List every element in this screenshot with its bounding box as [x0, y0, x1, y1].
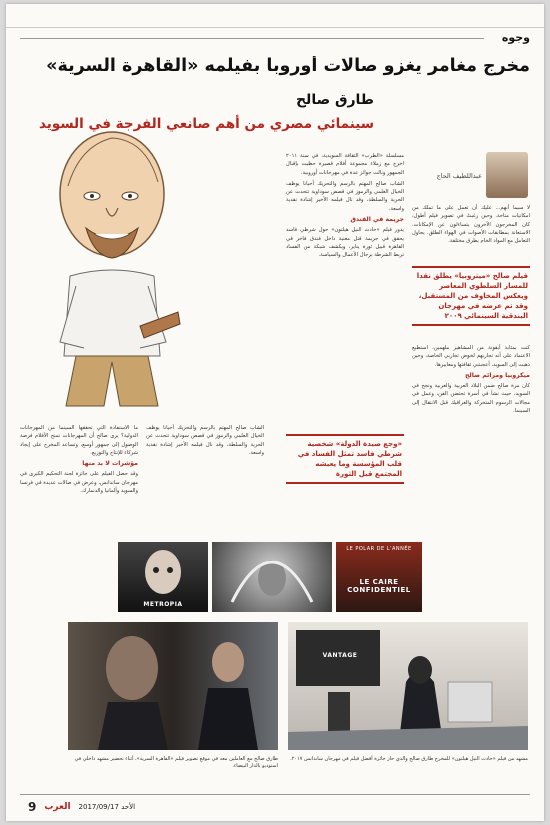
- section-divider: [20, 38, 484, 39]
- subheading: جريمة في الفندق: [350, 216, 404, 224]
- portrait-illustration: [20, 116, 186, 412]
- paragraph: الشاب صالح المهتم بالرسم والتحريك أحيانا يوظف الخيال العلمي والرموز في قصص سوداوية تتحدث عن الحرية والسلطة، وقد نال فيلمه الأخير إشادة نقدية واسعة.: [286, 180, 404, 212]
- footer-divider: [20, 794, 530, 795]
- caption-left-photo: طارق صالح مع العاملين معه في موقع تصوير فيلم «القاهرة السرية»، أثناء تحضير مشهد داخلي في استوديو بالدار البيضاء.: [74, 756, 278, 769]
- footer: [28, 800, 135, 814]
- photo-film-scene: [68, 622, 278, 750]
- poster-tagline: LE POLAR DE L'ANNÉE: [346, 546, 412, 552]
- author-name: عبداللطيف الحاج: [436, 172, 482, 180]
- paragraph: يدور فيلم «حادث النيل هيلتون» حول شرطي فاسد يحقق في جريمة قتل مغنية داخل فندق فاخر في القاهرة قبيل ثورة يناير، ويكشف شبكة من الفساد تربط الشرطة برجال الأعمال والسياسة.: [286, 227, 404, 259]
- paragraph: كنت بمثابة أيقونة من المشاهير ملهمين، استطيع الاعتماد على أنه تجاربهم لخوض تجاربي الخاصة، وحين ذهبت إلى السويد، أعجبتني ثقافتها ومعاييرها.: [412, 345, 530, 368]
- top-band: [6, 4, 544, 28]
- set-art: [288, 622, 528, 750]
- subheading: ميكروبيا ومرائم صالح: [464, 371, 530, 379]
- paragraph: الشاب صالح المهتم بالرسم والتحريك أحيانا يوظف الخيال العلمي والرموز في قصص سوداوية تتحدث عن الحرية والسلطة، وقد نال فيلمه الأخير إشادة نقدية واسعة.: [146, 425, 264, 456]
- author-photo: [486, 152, 528, 198]
- caption-right-photo: مشهد من فيلم «حادث النيل هيلتون» للمخرج طارق صالح والذي حاز جائزة أفضل فيلم في مهرجان ساندانس ٢٠١٧.: [290, 756, 528, 762]
- paragraph: لا سيما أنهم... عليك أن تعمل على ما تملك من امكانيات متاحة. وحين رغبتُ في تصوير فيلم أطول، كان المخرجون الآخرون يتساءلون عن الإمكانات. الاستعانة بمطابقات الأصوات في الهواء الطلق. يحاول التعامل مع المواد الخام بطرق مختلفة.: [412, 205, 530, 245]
- poster-title: METROPIA: [143, 601, 183, 608]
- article-column-left: [20, 424, 138, 534]
- pull-quote-right: قيلم صالح «ميتروبيا» يطلق نقدا للمسار السلطوي المعاصر ويعكس المخاوف من المستقبل، وقد تم عرضه في مهرجان البندقية السينمائي ٢٠٠٩: [412, 266, 530, 326]
- issue-date: الأحد 2017/09/17: [78, 803, 136, 811]
- paragraph: وقد حصل الفيلم على جائزة لجنة التحكيم الكبرى في مهرجان ساندانس، وعرض في صالات عديدة في فرنسا والسويد وألمانيا والدنمارك.: [20, 471, 138, 495]
- paragraph: ما الاستفادة التي تحققها السينما من المهرجانات الدولية؟ يرى صالح أن المهرجانات تمنح الأفلام فرصة الوصول إلى جمهور أوسع، وتساعد المخرج على إيجاد شركاء للإنتاج والتوزيع.: [20, 425, 138, 456]
- subheading: مؤشرات لا بد منها: [82, 460, 138, 468]
- newspaper-page: [6, 4, 544, 821]
- poster-film-still: [212, 542, 332, 612]
- actors-art: [68, 622, 278, 750]
- poster-metropia: [118, 542, 208, 612]
- subject-name: طارق صالح: [295, 92, 374, 108]
- paragraph: كان مرة صالح ضمن البلاد العربية والغربية ونجح في السويد، حيث نشأ في أسرة تحتضن الفن، وعمل في مجالات الرسوم المتحركة والغرافيك قبل الانتقال إلى السينما.: [412, 383, 530, 415]
- article-column-middle: [286, 152, 404, 412]
- poster-title: LE CAIRE CONFIDENTIEL: [347, 578, 411, 594]
- article-column-left-2: [146, 424, 264, 534]
- headline: مخرج مغامر يغزو صالات أوروبا بفيلمه «القاهرة السرية»: [46, 56, 530, 76]
- page-number: 9: [28, 800, 37, 814]
- camera-label: VANTAGE: [322, 652, 358, 659]
- hands-art: [212, 542, 332, 612]
- section-title: وجوه: [501, 31, 530, 44]
- pull-quote-middle: «وجع صيدة الدولة» شخصية شرطي فاسد تمثل الفساد في قلب المؤسسة وما يعيشه المجتمع قبل الثورة: [286, 434, 404, 484]
- photo-on-set: [288, 622, 528, 750]
- article-column-right-lower: [412, 344, 530, 544]
- paragraph: مسلسلة «الطرب» الثقافة السويدية، في سنة ٢٠١١ اخرج مع زملاء مجموعة أفلام قصيرة حظيت بإقبال الجمهور ونالت جوائز عدة في مهرجانات أوروبية.: [286, 153, 404, 176]
- subheadline: سينمائي مصري من أهم صانعي الفرجة في السويد: [38, 116, 374, 132]
- poster-le-caire: [336, 542, 422, 612]
- magazine-name: العرب: [44, 802, 71, 812]
